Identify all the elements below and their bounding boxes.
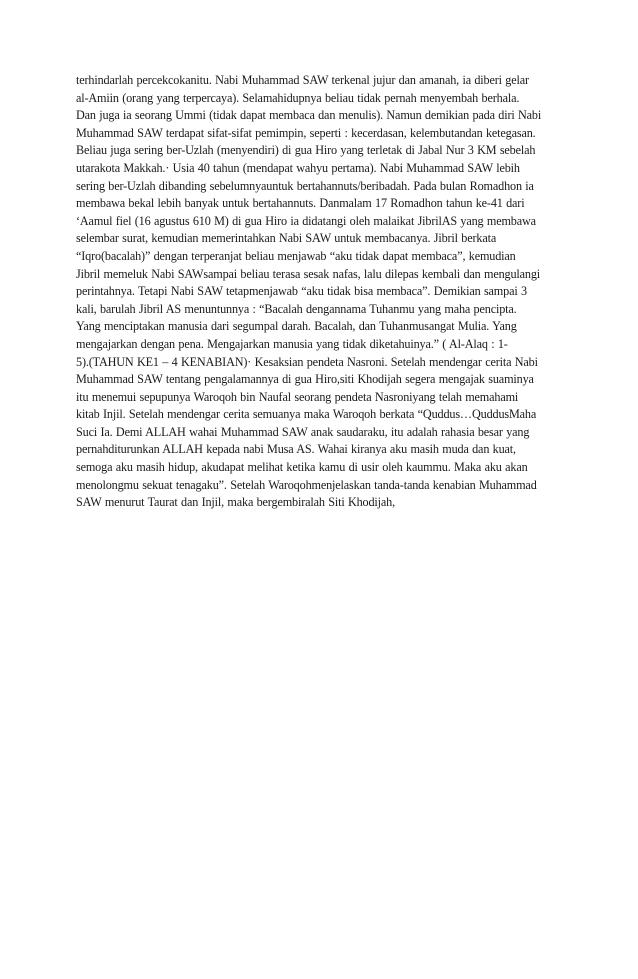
text-line: Dan juga ia seorang Ummi (tidak dapat membaca dan menulis). Namun demikian pada diri Nabi bbox=[76, 108, 542, 123]
text-line: Suci Ia. Demi ALLAH wahai Muhammad SAW anak saudaraku, itu adalah rahasia besar yang bbox=[76, 424, 530, 439]
text-line: terhindarlah percekcokanitu. Nabi Muhammad SAW terkenal jujur dan amanah, ia diberi gelar bbox=[76, 73, 529, 87]
text-line: selembar surat, kemudian memerintahkan Nabi SAW untuk membacanya. Jibril berkata bbox=[76, 231, 497, 246]
text-line: Jibril memeluk Nabi SAWsampai beliau terasa sesak nafas, lalu dilepas kembali dan mengulangi bbox=[76, 266, 541, 281]
text-line: mengajarkan dengan pena. Mengajarkan manusia yang tidak diketahuinya.” ( Al-Alaq : 1- bbox=[76, 336, 508, 351]
text-line: itu menemui sepupunya Waroqoh bin Naufal seorang pendeta Nasroniyang telah memahami bbox=[76, 389, 519, 404]
text-line: sering ber-Uzlah dibanding sebelumnyauntuk bertahannuts/beribadah. Pada bulan Romadhon ia bbox=[76, 178, 534, 193]
text-line: “Iqro(bacalah)” dengan terperanjat beliau menjawab “aku tidak dapat membaca”, kemudian bbox=[76, 248, 516, 263]
text-line: menolongmu sekuat tenagaku”. Setelah Waroqohmenjelaskan tanda-tanda kenabian Muhammad bbox=[76, 477, 537, 492]
text-line: semoga aku masih hidup, akudapat melihat ketika kamu di usir oleh kaummu. Maka aku akan bbox=[76, 460, 528, 475]
text-line: kali, barulah Jibril AS menuntunnya : “Bacalah dengannama Tuhanmu yang maha pencipta. bbox=[76, 301, 517, 316]
text-line: Muhammad SAW tentang pengalamannya di gua Hiro,siti Khodijah segera mengajak suaminya bbox=[76, 372, 534, 387]
text-line: utarakota Makkah.· Usia 40 tahun (mendapat wahyu pertama). Nabi Muhammad SAW lebih bbox=[76, 160, 520, 175]
text-line: Beliau juga sering ber-Uzlah (menyendiri) di gua Hiro yang terletak di Jabal Nur 3 KM sebelah bbox=[76, 143, 536, 158]
text-line: Yang menciptakan manusia dari segumpal darah. Bacalah, dan Tuhanmusangat Mulia. Yang bbox=[76, 319, 517, 334]
text-line: ‘Aamul fiel (16 agustus 610 M) di gua Hiro ia didatangi oleh malaikat JibrilAS yang membawa bbox=[76, 213, 536, 228]
body-text bbox=[76, 72, 576, 512]
text-line: kitab Injil. Setelah mendengar cerita semuanya maka Waroqoh berkata “Quddus…QuddusMaha bbox=[76, 407, 537, 422]
text-line: perintahnya. Tetapi Nabi SAW tetapmenjawab “aku tidak bisa membaca”. Demikian sampai 3 bbox=[76, 284, 527, 299]
text-line: Muhammad SAW terdapat sifat-sifat pemimpin, seperti : kecerdasan, kelembutandan ketegasan. bbox=[76, 125, 536, 140]
text-line: 5).(TAHUN KE1 – 4 KENABIAN)· Kesaksian pendeta Nasroni. Setelah mendengar cerita Nabi bbox=[76, 354, 538, 369]
text-line: SAW menurut Taurat dan Injil, maka bergembiralah Siti Khodijah, bbox=[76, 495, 396, 510]
text-line: pernahditurunkan ALLAH kepada nabi Musa AS. Wahai kiranya aku masih muda dan kuat, bbox=[76, 442, 516, 457]
text-line: al-Amiin (orang yang terpercaya). Selamahidupnya beliau tidak pernah menyembah berhala. bbox=[76, 90, 520, 105]
text-line: membawa bekal lebih banyak untuk bertahannuts. Danmalam 17 Romadhon tahun ke-41 dari bbox=[76, 196, 525, 211]
